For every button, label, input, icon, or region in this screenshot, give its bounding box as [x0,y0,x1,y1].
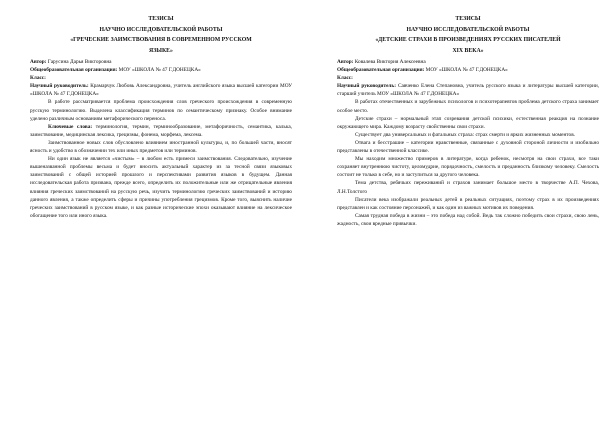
left-title-line-2: НАУЧНО ИССЛЕДОВАТЕЛЬСКОЙ РАБОТЫ [99,26,223,33]
left-org-value: МОУ «ШКОЛА № 47 Г.ДОНЕЦКА» [117,67,201,74]
right-supervisor-value: Савченко Елена Степановна, учитель русского языка и литературы высшей категории, старший учитель МОУ «ШКОЛА № 47 Г.ДОНЕЦКА» [337,83,599,98]
right-supervisor-label: Научный руководитель: [337,83,396,90]
right-author-value: Ковалева Виктория Алексеевна [353,59,426,65]
right-class-label: Класс: [337,75,353,82]
left-author-line [30,58,292,66]
right-title-line-3: «ДЕТСКИЕ СТРАХИ В ПРОИЗВЕДЕНИЯХ РУССКИХ ПИСАТЕЛЕЙ [375,37,561,43]
left-author-value: Гарусина Дарья Викторовна [46,59,112,65]
right-paragraph-8: Самая трудная победа в жизни – это победа над собой. Ведь так сложно победить свои страхи, свою лень, жадность, свои вредные привычки. [337,212,599,227]
right-title-block [337,14,599,56]
left-paragraph-1: В работе рассматривается проблема происхождения слов греческого происхождения в современную русскую терминологию. Выделена классификация терминов по семантическому признаку. Особое внимание уделено различным основаниям метафорического переноса. [30,99,292,122]
left-thesis-column [30,14,292,220]
right-meta-block [337,58,599,98]
left-paragraph-3: Ни один язык не является «чистым» – в любом есть примеси заимствования. Следовательно, изучение вышеназванной проблемы весьма и будет вносить актуальный характер из за тесной связи языковых заимствований с общей историей прошлого и перспективами развития языков в будущем. Данная исследовательская работа призвана, прежде всего, определить их положительные или же отрицательные явления влияния греческих заимствований на русскую речь, изучить терминологию греческих заимствований и историю данного явления, а также определить сферы и причины употребления грецизмов. Кроме того, выяснить наличие греческих заимствований в русском языке, и как разные исторические эпохи оказывают влияние на лексическое обогащение того или иного языка. [30,156,292,219]
right-paragraph-7: Писатели века изображали реальных детей в реальных ситуациях, поэтому страх в их произведениях представлен и как состояние персонажей, и как один из важных мотивов их поведения. [337,196,599,211]
right-org-value: МОУ «ШКОЛА № 47 Г.ДОНЕЦКА» [424,67,508,74]
left-supervisor-label: Научный руководитель: [30,83,89,90]
left-meta-block [30,58,292,98]
left-org-line [30,66,292,74]
left-keywords-paragraph [30,123,292,139]
left-title-line-3: «ГРЕЧЕСКИЕ ЗАИМСТВОВАНИЯ В СОВРЕМЕННОМ РУССКОМ [70,37,252,43]
right-title-line-2: НАУЧНО ИССЛЕДОВАТЕЛЬСКОЙ РАБОТЫ [406,26,530,33]
left-org-label: Общеобразовательная организация: [30,67,118,74]
left-title-line-4: ЯЗЫКЕ» [149,47,173,54]
left-title-block [30,14,292,56]
right-paragraph-4: Отвага и бесстрашие – категории нравственные, связанные с духовной стороной личности и изобильно представлены в отечественной классике. [337,139,599,155]
right-paragraph-3: Существует два универсальных и фатальных страха: страх смерти и ярких жизненных моментов. [355,131,576,138]
right-supervisor-line [337,82,599,98]
right-title-line-1: ТЕЗИСЫ [455,16,481,22]
right-paragraph-2: Детские страхи – нормальный этап созревания детской психики, естественная реакция на познание окружающего мира. Каждому возрасту свойственны свои страхи. [337,115,599,130]
right-author-label: Автор: [337,59,354,65]
right-paragraph-5: Мы находим множество примеров в литературе, когда ребенок, несмотря на свои страхи, все таки сохраняет внутреннюю чистоту, целомудрие, порядочность, смелость и преданность близкому человеку. Смелость состоит не только в себе, но и заступиться за другого человека. [337,156,599,179]
right-class-line [337,74,599,82]
right-title-line-4: XIX ВЕКА» [452,47,484,54]
right-paragraph-1: В работах отечественных и зарубежных психологов и психотерапевтов проблема детского страха занимает особое место. [337,99,599,114]
right-author-line [337,58,599,66]
left-supervisor-value: Крамарчук Любовь Александровна, учитель английского языка высшей категории МОУ «ШКОЛА № 47 Г.ДОНЕЦКА» [30,83,292,98]
left-keywords-label: Ключевые слова: [48,123,93,130]
left-paragraph-2: Заимствованное новых слов обусловлено влиянием иностранной культуры, и, по большей части, вносят ясность и удобство в обозначении тех или иных предметов или терминов. [30,139,292,155]
left-title-line-1: ТЕЗИСЫ [148,16,174,22]
left-keywords-value: терминология, термин, терминообразование, метафоричность, семантика, калька, заимствование, медицинская лексика, грецизмы, фонема, морфема, лексема. [30,123,293,138]
right-org-line [337,66,599,74]
left-author-label: Автор: [30,59,47,65]
left-supervisor-line [30,82,292,98]
right-thesis-column [337,14,599,228]
right-paragraph-6: Тема детства, ребячьих переживаний и страхов занимает большое место в творчестве А.П. Чехова, Л.Н.Толстого [337,180,599,195]
left-class-line [30,74,292,82]
left-class-label: Класс: [30,75,46,82]
right-org-label: Общеобразовательная организация: [337,67,425,74]
